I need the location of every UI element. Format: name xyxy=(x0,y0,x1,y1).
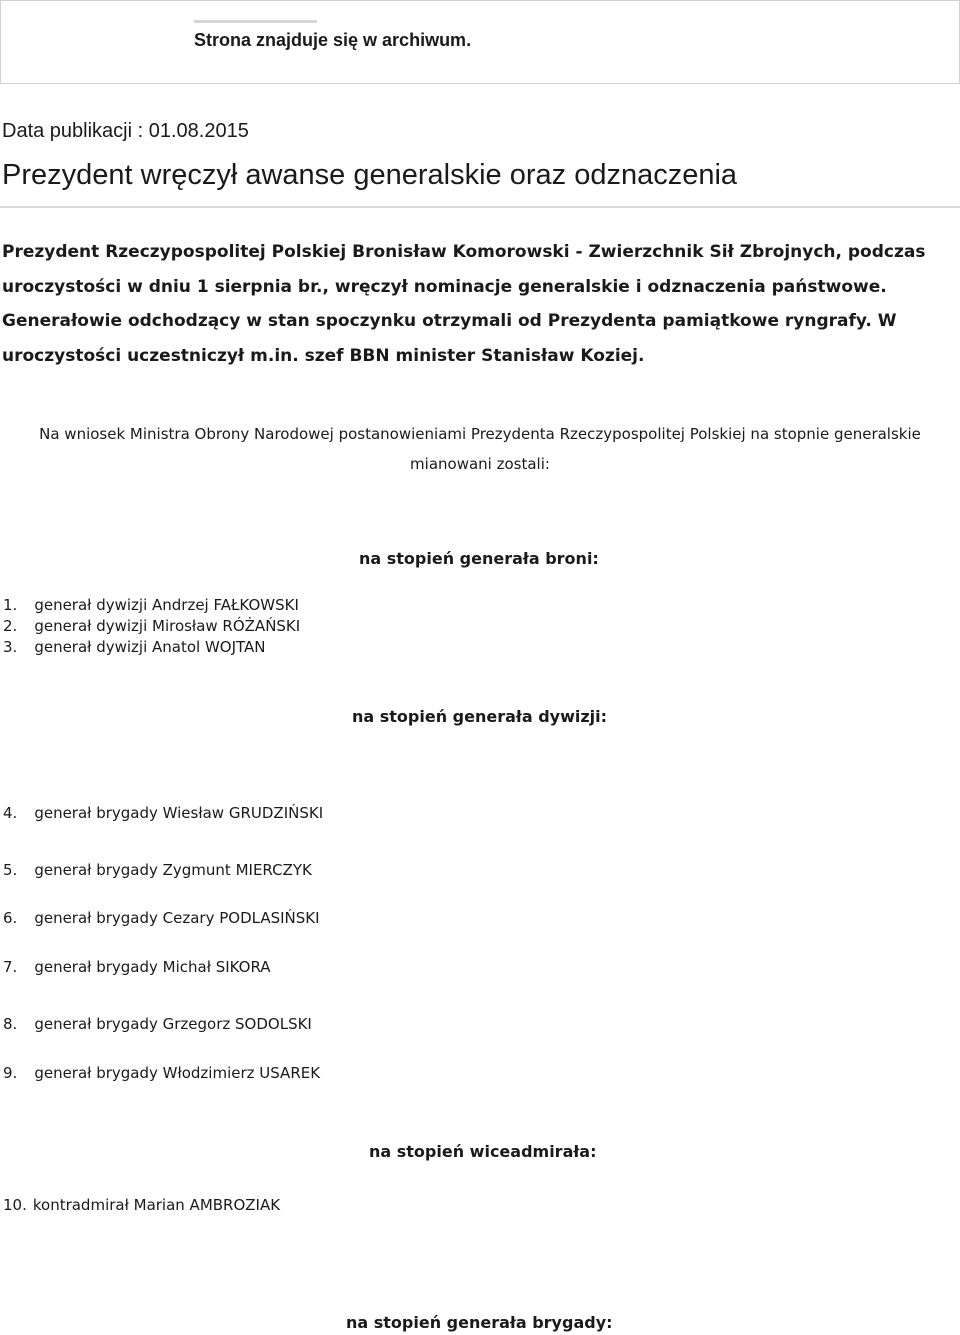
archive-divider xyxy=(194,20,317,23)
section-heading: na stopień generała dywizji: xyxy=(352,707,608,726)
list-item-number: 1. xyxy=(3,596,18,614)
list-item-number: 8. xyxy=(3,1015,18,1033)
list-item-text: generał brygady Wiesław GRUDZIŃSKI xyxy=(34,804,324,822)
section-heading: na stopień generała broni: xyxy=(359,549,599,568)
list-item-number: 3. xyxy=(3,638,18,656)
article-intro: Na wniosek Ministra Obrony Narodowej postanowieniami Prezydenta Rzeczypospolitej Polskiej na stopnie generalskie mianowani zostali: xyxy=(39,425,921,473)
page-title: Prezydent wręczył awanse generalskie oraz odznaczenia xyxy=(2,159,738,191)
list-item-number: 6. xyxy=(3,909,18,927)
list-item-text: generał dywizji Andrzej FAŁKOWSKI xyxy=(34,596,299,614)
list-item xyxy=(3,1196,280,1214)
archive-notice: Strona znajduje się w archiwum. xyxy=(194,30,472,50)
section-heading: na stopień generała brygady: xyxy=(346,1313,613,1332)
list-item xyxy=(3,1064,320,1082)
list-item-text: generał dywizji Anatol WOJTAN xyxy=(34,638,266,656)
list-item-number: 7. xyxy=(3,958,18,976)
section-heading: na stopień wiceadmirała: xyxy=(369,1142,597,1161)
list-item-number: 10. xyxy=(3,1196,27,1214)
article-lead: Prezydent Rzeczypospolitej Polskiej Bronisław Komorowski - Zwierzchnik Sił Zbrojnych, podczas uroczystości w dniu 1 sierpnia br., wręczył nominacje generalskie i odznaczenia państwowe. Generałowie odchodzący w stan spoczynku otrzymali od Prezydenta pamiątkowe ryngrafy. W uroczystości uczestniczył m.in. szef BBN minister Stanisław Koziej. xyxy=(2,242,926,366)
publication-date-value: 01.08.2015 xyxy=(148,120,249,142)
list-item-text: generał brygady Grzegorz SODOLSKI xyxy=(34,1015,312,1033)
list-item-number: 9. xyxy=(3,1064,18,1082)
list-item-number: 2. xyxy=(3,617,18,635)
list-item-number: 5. xyxy=(3,861,18,879)
list-item xyxy=(3,804,323,822)
list-item xyxy=(3,638,266,656)
list-item-text: generał brygady Michał SIKORA xyxy=(34,958,271,976)
list-item xyxy=(3,861,312,879)
publication-date xyxy=(2,120,249,143)
list-item xyxy=(3,909,320,927)
list-item xyxy=(3,958,271,976)
list-item-text: generał brygady Cezary PODLASIŃSKI xyxy=(34,909,320,927)
archive-notice-box xyxy=(0,0,960,84)
list-item xyxy=(3,617,300,635)
list-item-text: kontradmirał Marian AMBROZIAK xyxy=(32,1196,281,1214)
list-item xyxy=(3,596,299,614)
list-item xyxy=(3,1015,312,1033)
title-divider xyxy=(0,206,960,208)
list-item-text: generał brygady Zygmunt MIERCZYK xyxy=(34,861,312,879)
publication-date-label: Data publikacji : xyxy=(2,120,144,142)
list-item-number: 4. xyxy=(3,804,18,822)
list-item-text: generał brygady Włodzimierz USAREK xyxy=(34,1064,321,1082)
list-item-text: generał dywizji Mirosław RÓŻAŃSKI xyxy=(34,617,301,635)
